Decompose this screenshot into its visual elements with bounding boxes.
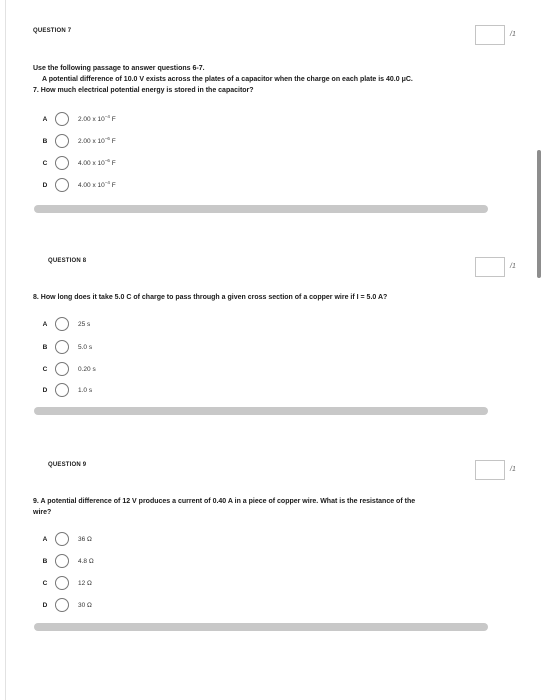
question-7-score-box[interactable] — [475, 25, 505, 45]
radio-button[interactable] — [55, 598, 69, 612]
radio-button[interactable] — [55, 362, 69, 376]
option-letter: A — [42, 535, 48, 543]
option-value: 2.00 x $10^{-4}$ F — [78, 114, 116, 124]
question-9-prompt-line-2: wire? — [33, 509, 52, 516]
radio-button[interactable] — [55, 383, 69, 397]
question-8-option-d[interactable] — [33, 382, 92, 398]
option-value: 25 s — [78, 320, 91, 328]
option-value: 4.00 x $10^{-6}$ F — [78, 158, 116, 168]
question-9-prompt-line-1: 9. A potential difference of 12 V produces a current of 0.40 A in a piece of copper wire. What is the resistance of the — [33, 498, 416, 505]
question-8-option-a[interactable] — [33, 316, 90, 332]
radio-button[interactable] — [55, 554, 69, 568]
question-7-option-a[interactable] — [33, 111, 116, 127]
question-8-score-box[interactable] — [475, 257, 505, 277]
question-7-passage: Use the following passage to answer questions 6-7. — [33, 65, 205, 72]
question-7-divider-bar — [34, 205, 488, 213]
radio-button[interactable] — [55, 576, 69, 590]
option-letter: C — [42, 579, 48, 587]
option-value: 36 Ω — [78, 535, 92, 543]
option-value: 0.20 s — [78, 365, 96, 373]
option-letter: A — [42, 320, 48, 328]
question-7-option-c[interactable] — [33, 155, 116, 171]
question-8-title: QUESTION 8 — [48, 258, 87, 264]
question-7-score-mark: /1 — [510, 31, 516, 38]
radio-button[interactable] — [55, 112, 69, 126]
question-8-prompt: 8. How long does it take 5.0 C of charge to pass through a given cross section of a copper wire if I = 5.0 A? — [33, 294, 388, 301]
radio-button[interactable] — [55, 134, 69, 148]
option-letter: D — [42, 601, 48, 609]
question-7-prompt: 7. How much electrical potential energy is stored in the capacitor? — [33, 87, 254, 94]
option-value: 30 Ω — [78, 601, 92, 609]
option-value: 4.8 Ω — [78, 557, 94, 565]
radio-button[interactable] — [55, 532, 69, 546]
radio-button[interactable] — [55, 178, 69, 192]
radio-button[interactable] — [55, 317, 69, 331]
question-8-divider-bar — [34, 407, 488, 415]
radio-button[interactable] — [55, 156, 69, 170]
question-8-option-c[interactable] — [33, 361, 96, 377]
question-9-option-b[interactable] — [33, 553, 94, 569]
option-letter: A — [42, 115, 48, 123]
option-letter: D — [42, 386, 48, 394]
question-9-option-c[interactable] — [33, 575, 92, 591]
option-value: 5.0 s — [78, 343, 93, 351]
question-9-option-d[interactable] — [33, 597, 92, 613]
question-9-score-box[interactable] — [475, 460, 505, 480]
question-9-score-mark: /1 — [510, 466, 516, 473]
question-8-option-b[interactable] — [33, 339, 92, 355]
option-letter: B — [42, 137, 48, 145]
option-value: 1.0 s — [78, 386, 93, 394]
question-7-option-d[interactable] — [33, 177, 116, 193]
scrollbar[interactable] — [537, 150, 541, 278]
question-9-option-a[interactable] — [33, 531, 92, 547]
option-letter: B — [42, 343, 48, 351]
option-value: 12 Ω — [78, 579, 92, 587]
question-7-option-b[interactable] — [33, 133, 116, 149]
radio-button[interactable] — [55, 340, 69, 354]
option-letter: D — [42, 181, 48, 189]
option-letter: B — [42, 557, 48, 565]
question-7-title: QUESTION 7 — [33, 28, 72, 34]
question-7-passage-detail: A potential difference of 10.0 V exists across the plates of a capacitor when the charge on each plate is 40.0 μC. — [42, 76, 413, 83]
option-letter: C — [42, 159, 48, 167]
question-8-score-mark: /1 — [510, 263, 516, 270]
question-9-title: QUESTION 9 — [48, 462, 87, 468]
option-value: 2.00 x $10^{-6}$ F — [78, 136, 116, 146]
question-9-divider-bar — [34, 623, 488, 631]
option-value: 4.00 x $10^{-4}$ F — [78, 180, 116, 190]
option-letter: C — [42, 365, 48, 373]
